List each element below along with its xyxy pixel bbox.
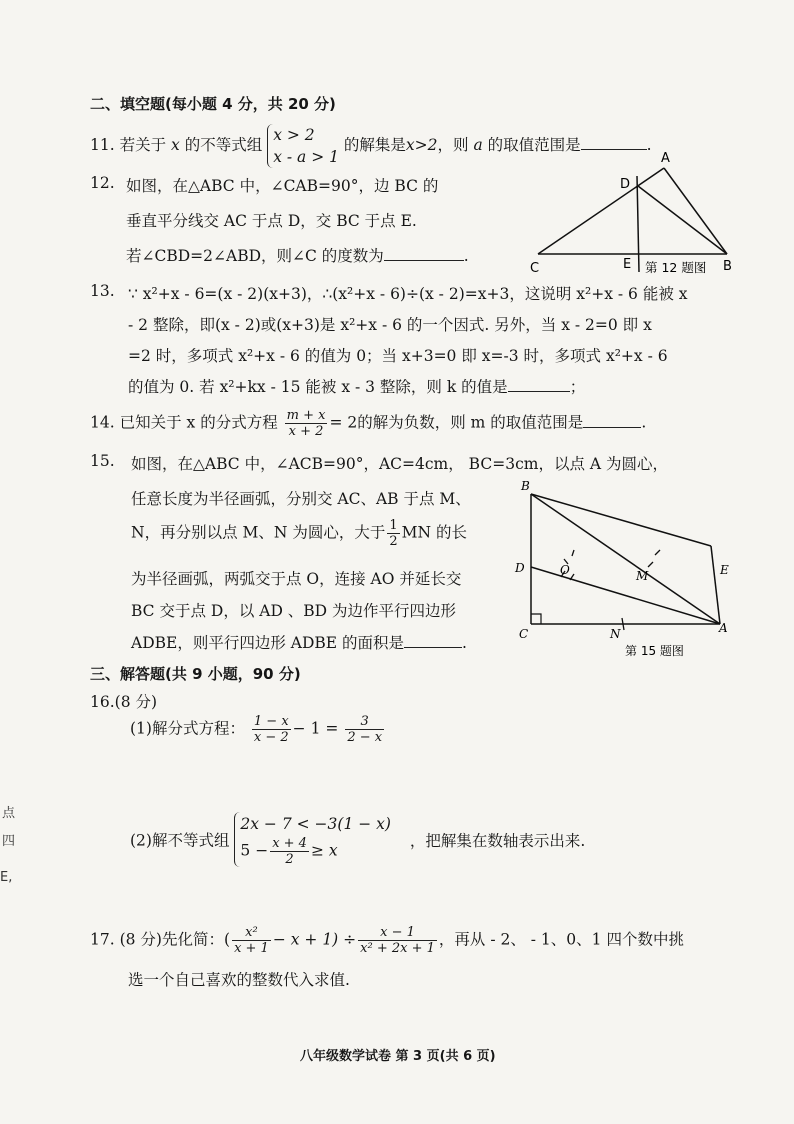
fig15-label-b: B <box>521 479 530 493</box>
fig12-side-ab <box>664 168 727 254</box>
q15-line-1: 如图，在△ABC 中，∠ACB=90°，AC=4cm， BC=3cm，以点 A 为圆心， <box>131 455 668 473</box>
q11-post2: ，则 <box>437 136 469 154</box>
q11-post1: 的解集是 <box>343 136 406 154</box>
q16-part-1 <box>130 714 386 745</box>
q16-p2-inequality-system <box>234 812 391 867</box>
q17-frac1-num: x² <box>232 925 271 941</box>
q16-p2-post: ，把解集在数轴表示出来. <box>409 831 586 850</box>
q17-fraction-1 <box>232 925 271 956</box>
margin-char-1: 点 <box>2 806 16 821</box>
q13-end: ； <box>569 378 586 396</box>
q16-p2-ineq2-post: ≥ x <box>310 841 338 860</box>
q16-p2-label: (2)解不等式组 <box>130 831 230 850</box>
q16-p1-frac2-den: 2 − x <box>347 730 383 745</box>
q11-mid: 的不等式组 <box>184 136 263 154</box>
q16-p1-fraction-1 <box>252 714 291 745</box>
q15-line-6-text: ADBE，则平行四边形 ADBE 的面积是 <box>131 634 405 652</box>
fig15-label-e: E <box>720 563 729 577</box>
q16-p2-ineq2-fraction <box>270 836 309 867</box>
q15-line-2: 任意长度为半径画弧，分别交 AC、AB 于点 M、 <box>131 490 471 508</box>
q12-line-1: 如图，在△ABC 中，∠CAB=90°，边 BC 的 <box>126 177 439 195</box>
q11-inequality-system <box>267 124 339 168</box>
q15-line-6 <box>131 631 467 653</box>
q13-line-3: =2 时，多项式 x²+x - 6 的值为 0；当 x+3=0 即 x=-3 时，多项式 x²+x - 6 <box>128 347 668 365</box>
q15-end: . <box>462 634 467 652</box>
question-17 <box>90 925 684 956</box>
q11-var-x: x <box>171 136 180 154</box>
fig15-caption: 第 15 题图 <box>625 644 684 658</box>
q17-number: 17. <box>90 930 115 949</box>
q11-number: 11. <box>90 136 115 154</box>
q17-score: (8 分) <box>119 930 162 949</box>
q11-ineq-2: x - a > 1 <box>273 148 339 166</box>
fig12-side-ca <box>538 168 664 254</box>
q13-line-1: ∵ x²+x - 6=(x - 2)(x+3)，∴(x²+x - 6)÷(x - 2)=x+3，这说明 x²+x - 6 能被 x <box>128 285 688 303</box>
fig12-caption: 第 12 题图 <box>645 260 707 275</box>
q15-line-5: BC 交于点 D，以 AD 、BD 为边作平行四边形 <box>131 602 457 620</box>
q11-solution: x>2 <box>405 136 438 154</box>
fig12-perpendicular-bisector <box>637 176 639 272</box>
fig15-side-be <box>531 494 711 546</box>
q14-frac-den: x + 2 <box>288 424 324 439</box>
question-14 <box>90 408 646 439</box>
q14-end: . <box>641 413 647 432</box>
fig12-label-a: A <box>661 151 670 166</box>
q13-number: 13. <box>90 282 115 300</box>
fig15-label-m: M <box>636 569 649 583</box>
q11-ineq-1: x > 2 <box>273 126 315 144</box>
q16-number: 16. <box>90 693 115 711</box>
q15-number: 15. <box>90 452 115 470</box>
q14-eq: = 2 <box>329 413 358 432</box>
q14-pre: 已知关于 x 的分式方程 <box>119 413 278 432</box>
q17-frac2-num: x − 1 <box>358 925 437 941</box>
fig15-right-angle-mark <box>531 614 541 624</box>
fig15-side-ea <box>711 546 720 624</box>
fig15-construction-arcs <box>561 550 660 630</box>
q15-answer-blank[interactable] <box>404 633 462 648</box>
q17-label: 先化简： <box>161 930 224 949</box>
fig15-label-o: O <box>560 563 570 577</box>
q16-p2-ineq-1: 2x − 7 < −3(1 − x) <box>240 815 391 833</box>
q16-p2-ineq2-den: 2 <box>285 852 294 867</box>
q14-post: 的解为负数，则 m 的取值范围是 <box>357 413 584 432</box>
q17-open-paren: ( <box>224 930 231 949</box>
q13-line-2: - 2 整除，即(x - 2)或(x+3)是 x²+x - 6 的一个因式. 另外，当 x - 2=0 即 x <box>128 316 652 334</box>
q15-half-den: 2 <box>389 534 398 549</box>
q15-line-3-post: MN 的长 <box>401 523 468 542</box>
q12-answer-blank[interactable] <box>384 246 464 261</box>
margin-char-2: 四 <box>2 834 16 849</box>
q11-end: . <box>646 136 652 154</box>
q12-line-3-text: 若∠CBD=2∠ABD，则∠C 的度数为 <box>126 247 384 265</box>
q15-half-fraction <box>387 518 399 549</box>
q15-half-num: 1 <box>389 518 398 533</box>
q17-line-2: 选一个自己喜欢的整数代入求值. <box>128 971 350 989</box>
figure-12 <box>525 148 745 278</box>
fig12-label-b: B <box>723 259 732 274</box>
q17-frac1-den: x + 1 <box>234 941 269 956</box>
q16-p1-fraction-2 <box>345 714 384 745</box>
q15-line-3 <box>131 518 467 549</box>
page-footer: 八年级数学试卷 第 3 页(共 6 页) <box>300 1049 496 1064</box>
fig12-label-e: E <box>623 257 632 272</box>
q16-part-2 <box>130 812 585 867</box>
fig15-label-c: C <box>519 627 529 641</box>
q16-p2-ineq2-pre: 5 − <box>240 841 269 860</box>
q15-line-3-pre: N，再分别以点 M、N 为圆心，大于 <box>131 523 386 542</box>
q17-frac2-den: x² + 2x + 1 <box>360 941 435 956</box>
q17-post: ，再从 - 2、 - 1、0、1 四个数中挑 <box>438 930 684 949</box>
figure-15 <box>510 474 740 664</box>
fig12-segment-db <box>638 186 727 254</box>
q12-line-3 <box>126 244 469 266</box>
q16-p1-frac1-num: 1 − x <box>253 714 289 729</box>
q14-fraction <box>285 408 328 439</box>
q11-pre: 若关于 <box>119 136 167 154</box>
q13-line-4-text: 的值为 0. 若 x²+kx - 15 能被 x - 3 整除，则 k 的值是 <box>128 378 508 396</box>
q17-mid: − x + 1) ÷ <box>272 930 357 949</box>
q11-var-a: a <box>473 136 483 154</box>
fig15-label-d: D <box>515 561 525 575</box>
q14-number: 14. <box>90 413 115 432</box>
fig15-label-n: N <box>610 627 621 641</box>
q12-line-2: 垂直平分线交 AC 于点 D，交 BC 于点 E. <box>126 212 417 230</box>
q14-answer-blank[interactable] <box>583 413 641 428</box>
q15-line-4: 为半径画弧，两弧交于点 O，连接 AO 并延长交 <box>131 570 462 588</box>
section-3-title: 三、解答题(共 9 小题，90 分) <box>90 665 301 683</box>
q16-p1-frac1-den: x − 2 <box>253 730 289 745</box>
fig12-label-c: C <box>530 261 540 276</box>
q13-answer-blank[interactable] <box>508 377 570 392</box>
q17-fraction-2 <box>358 925 437 956</box>
fig15-side-ba <box>531 494 720 624</box>
q12-end: . <box>463 247 469 265</box>
fig15-label-a: A <box>719 621 728 635</box>
fig12-label-d: D <box>620 177 631 192</box>
q16-p1-label: (1)解分式方程： <box>130 719 245 738</box>
q12-number: 12. <box>90 174 115 192</box>
q11-post3: 的取值范围是 <box>487 136 581 154</box>
margin-char-3: E, <box>0 870 13 885</box>
q14-frac-num: m + x <box>286 408 326 423</box>
q13-line-4 <box>128 375 585 397</box>
q16-p1-mid: − 1 = <box>292 719 339 738</box>
q16-score: (8 分) <box>114 693 158 711</box>
section-2-title: 二、填空题(每小题 4 分，共 20 分) <box>90 95 336 113</box>
q16-p2-ineq2-num: x + 4 <box>272 836 307 851</box>
q16-header <box>90 690 157 712</box>
q16-p1-frac2-num: 3 <box>345 714 384 730</box>
